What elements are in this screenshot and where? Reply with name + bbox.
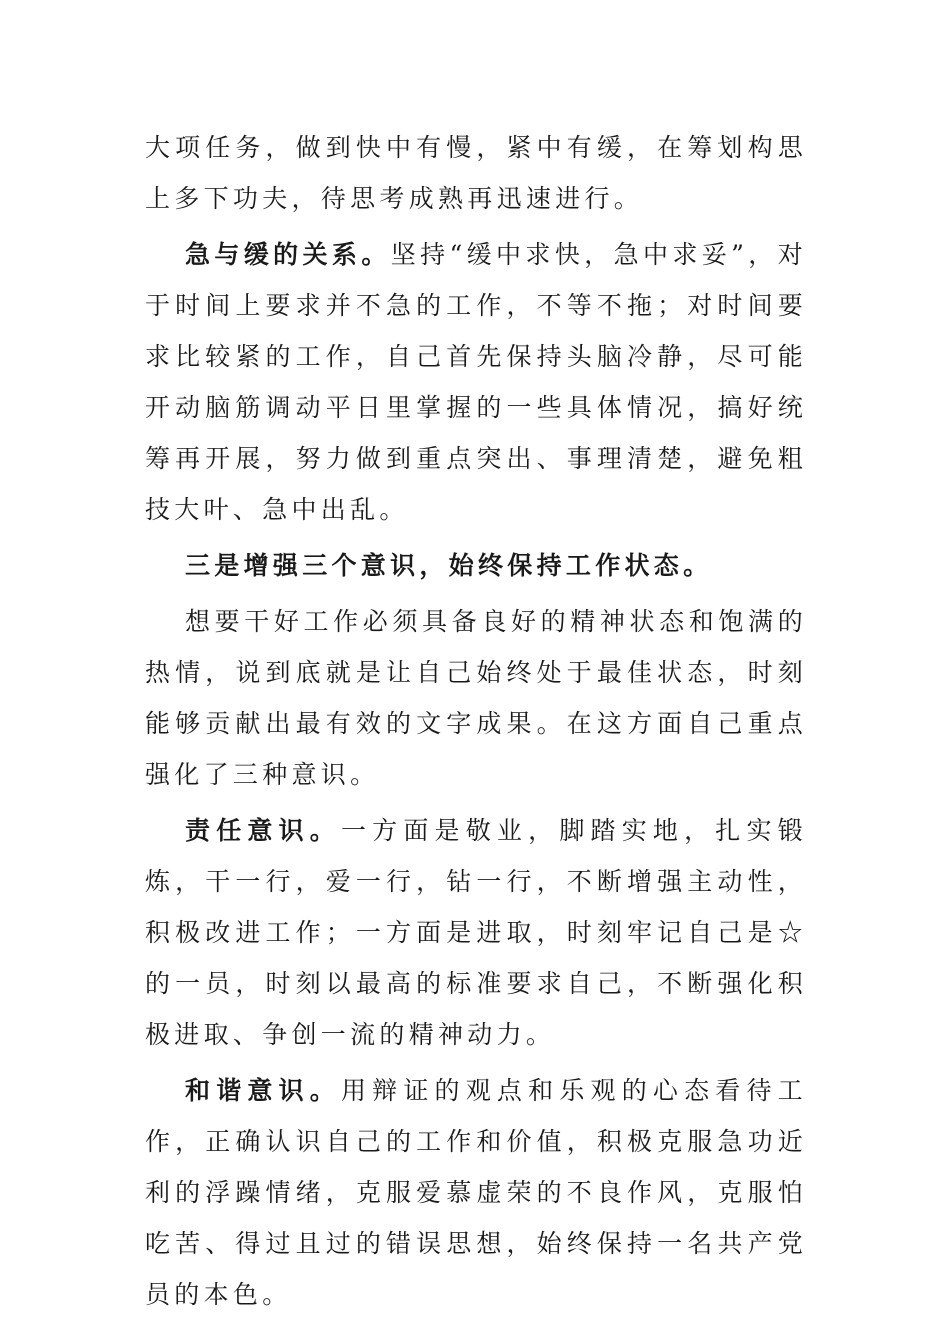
document-page (145, 122, 807, 1320)
paragraph-2 (145, 229, 807, 535)
paragraph-text: 一方面是敬业，脚踏实地，扎实锻炼，干一行，爱一行，钻一行，不断增强主动性，积极改进工作；一方面是进取，时刻牢记自己是☆的一员，时刻以最高的标准要求自己，不断强化积极进取、争创一流的精神动力。 (145, 816, 807, 1049)
paragraph-5 (145, 805, 807, 1060)
paragraph-text: 用辩证的观点和乐观的心态看待工作，正确认识自己的工作和价值，积极克服急功近利的浮躁情绪，克服爱慕虚荣的不良作风，克服怕吃苦、得过且过的错误思想，始终保持一名共产党员的本色。 (145, 1076, 807, 1309)
section-heading: 三是增强三个意识，始终保持工作状态。 (185, 551, 713, 580)
paragraph-lead: 急与缓的关系。 (185, 240, 391, 269)
paragraph-text: 坚持“缓中求快，急中求妥”，对于时间上要求并不急的工作，不等不拖；对时间要求比较紧的工作，自己首先保持头脑冷静，尽可能开动脑筋调动平日里掌握的一些具体情况，搞好统筹再开展，努力做到重点突出、事理清楚，避免粗技大叶、急中出乱。 (145, 240, 807, 524)
paragraph-6 (145, 1065, 807, 1320)
paragraph-1 (145, 122, 807, 224)
paragraph-lead: 责任意识。 (185, 816, 341, 845)
paragraph-4 (145, 596, 807, 800)
paragraph-lead: 和谐意识。 (185, 1076, 341, 1105)
paragraph-text: 大项任务，做到快中有慢，紧中有缓，在筹划构思上多下功夫，待思考成熟再迅速进行。 (145, 133, 807, 213)
paragraph-text: 想要干好工作必须具备良好的精神状态和饱满的热情，说到底就是让自己始终处于最佳状态，时刻能够贡献出最有效的文字成果。在这方面自己重点强化了三种意识。 (145, 607, 807, 789)
